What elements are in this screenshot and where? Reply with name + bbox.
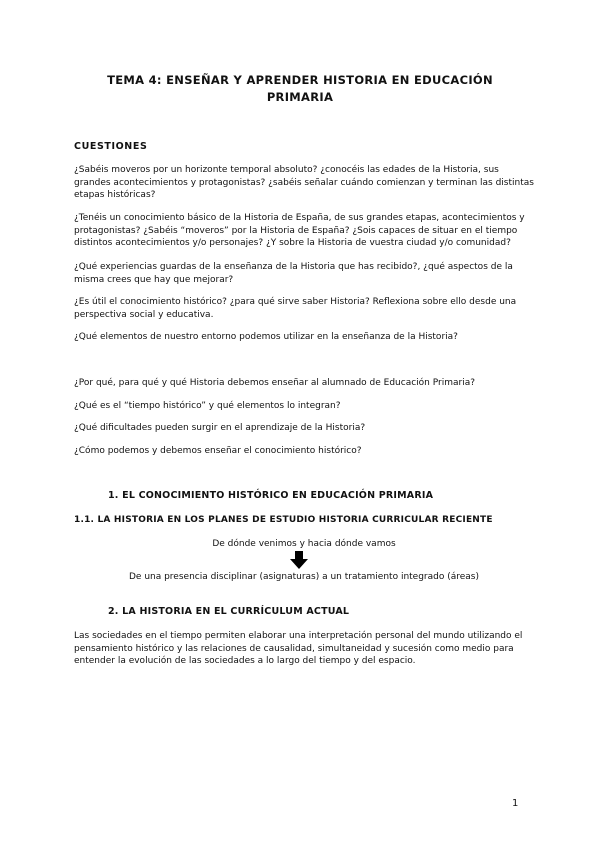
- question-2: ¿Tenéis un conocimiento básico de la Historia de España, de sus grandes etapas, acontecimientos y protagonistas? ¿Sabéis “moveros” por la Historia de España? ¿Sois capaces de situar en el tiempo distintos acontecimientos y/o personajes? ¿Y sobre la Historia de vuestra ciudad y/o comunidad?: [74, 213, 525, 248]
- title-line-2: PRIMARIA: [266, 90, 334, 104]
- question-1: ¿Sabéis moveros por un horizonte temporal absoluto? ¿conocéis las edades de la Historia, sus grandes acontecimientos y protagonistas? ¿sabéis señalar cuándo comienzan y terminan las distintas etapas históricas?: [74, 165, 534, 200]
- question-4: ¿Es útil el conocimiento histórico? ¿para qué sirve saber Historia? Reflexiona sobre ello desde una perspectiva social y educativa.: [74, 297, 517, 320]
- title-line-1: TEMA 4: ENSEÑAR Y APRENDER HISTORIA EN EDUCACIÓN: [107, 73, 493, 87]
- section-1-line-bottom: De una presencia disciplinar (asignaturas) a un tratamiento integrado (áreas): [128, 572, 480, 582]
- question-7: ¿Qué es el “tiempo histórico” y qué elementos lo integran?: [74, 401, 341, 411]
- cuestiones-label: CUESTIONES: [74, 141, 148, 152]
- question-9: ¿Cómo podemos y debemos enseñar el conocimiento histórico?: [74, 446, 362, 456]
- page-number: 1: [512, 798, 519, 809]
- section-1-line-top: De dónde venimos y hacia dónde vamos: [212, 539, 396, 549]
- question-6: ¿Por qué, para qué y qué Historia debemos enseñar al alumnado de Educación Primaria?: [74, 378, 475, 388]
- question-3: ¿Qué experiencias guardas de la enseñanza de la Historia que has recibido?, ¿qué aspectos de la misma crees que hay que mejorar?: [74, 262, 513, 285]
- document-title: [90, 72, 510, 106]
- section-2-paragraph: Las sociedades en el tiempo permiten elaborar una interpretación personal del mundo utilizando el pensamiento histórico y las relaciones de causalidad, simultaneidad y sucesión como medio para entender la evolución de las sociedades a lo largo del tiempo y del espacio.: [74, 631, 523, 666]
- question-8: ¿Qué dificultades pueden surgir en el aprendizaje de la Historia?: [74, 423, 366, 433]
- section-1-1-subheading: 1.1. LA HISTORIA EN LOS PLANES DE ESTUDIO HISTORIA CURRICULAR RECIENTE: [74, 515, 493, 525]
- section-2-heading: 2. LA HISTORIA EN EL CURRÍCULUM ACTUAL: [108, 606, 350, 617]
- question-5: ¿Qué elementos de nuestro entorno podemos utilizar en la enseñanza de la Historia?: [74, 332, 458, 342]
- arrow-down-icon: [290, 551, 308, 569]
- section-1-heading: 1. EL CONOCIMIENTO HISTÓRICO EN EDUCACIÓN PRIMARIA: [108, 490, 434, 501]
